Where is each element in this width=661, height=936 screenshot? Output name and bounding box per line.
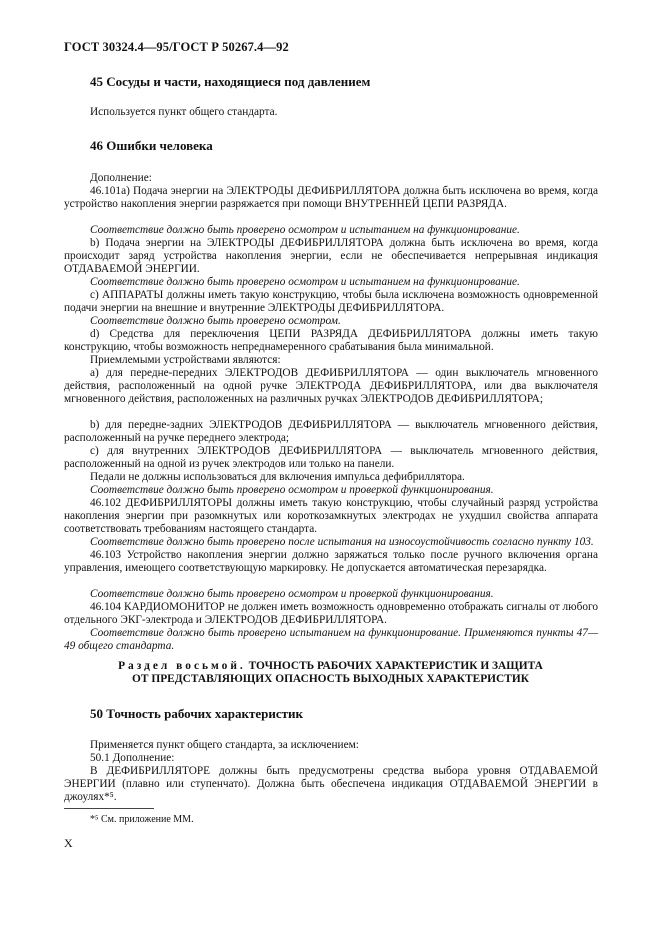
footnote: *⁵ См. приложение ММ. xyxy=(90,814,194,825)
paragraph: В ДЕФИБРИЛЛЯТОРЕ должны быть предусмотрены средства выбора уровня ОТДАВАЕМОЙ ЭНЕРГИИ (плавно или ступенчато). Должна быть обеспечена индикация ОТДАВАЕМОЙ ЭНЕРГИИ в джоулях*⁵. xyxy=(64,765,598,804)
compliance-note: Соответствие должно быть проверено после испытания на износоустойчивость согласно пункту 103. xyxy=(90,536,594,548)
compliance-note: Соответствие должно быть проверено испытанием на функционирование. Применяются пункты 47—49 общего стандарта. xyxy=(64,627,598,653)
paragraph: с) АППАРАТЫ должны иметь такую конструкцию, чтобы была исключена возможность одновременной подачи энергии на внешние и внутренние ЭЛЕКТРОДЫ ДЕФИБРИЛЛЯТОРА. xyxy=(64,289,598,315)
compliance-note: Соответствие должно быть проверено осмотром. xyxy=(90,315,341,327)
paragraph: 46.103 Устройство накопления энергии должно заряжаться только после ручного включения органа управления, имеющего соответствующую маркировку. Не допускается автоматическая перезарядка. xyxy=(64,549,598,575)
paragraph: 46.102 ДЕФИБРИЛЛЯТОРЫ должны иметь такую конструкцию, чтобы случайный разряд устройства накопления энергии при разомкнутых или короткозамкнутых электродах не ухудшил свойства аппарата соответствовать требованиям настоящего стандарта. xyxy=(64,497,598,536)
section-8-heading xyxy=(0,660,661,673)
paragraph: Дополнение: xyxy=(90,172,152,184)
compliance-note: Соответствие должно быть проверено осмотром и испытанием на функционирование. xyxy=(90,276,520,288)
section-8-title-line2: ОТ ПРЕДСТАВЛЯЮЩИХ ОПАСНОСТЬ ВЫХОДНЫХ ХАРАКТЕРИСТИК xyxy=(132,673,529,685)
page-number: X xyxy=(64,836,73,850)
paragraph: а) для передне-передних ЭЛЕКТРОДОВ ДЕФИБРИЛЛЯТОРА — один выключатель мгновенного действия, расположенный на одной ручке ЭЛЕКТРОДА ДЕФИБРИЛЛЯТОРА, или два выключателя мгновенного действия, расположенных на различных ручках ЭЛЕКТРОДОВ ДЕФИБРИЛЛЯТОРА; xyxy=(64,367,598,406)
compliance-note: Соответствие должно быть проверено осмотром и проверкой функционирования. xyxy=(90,588,494,600)
paragraph: с) для внутренних ЭЛЕКТРОДОВ ДЕФИБРИЛЛЯТОРА — выключатель мгновенного действия, расположенный на одной из ручек электродов или только на панели. xyxy=(64,445,598,471)
paragraph: Применяется пункт общего стандарта, за исключением: xyxy=(90,739,359,751)
paragraph: Приемлемыми устройствами являются: xyxy=(90,354,281,366)
compliance-note: Соответствие должно быть проверено осмотром и проверкой функционирования. xyxy=(90,484,494,496)
section-45-title: 45 Сосуды и части, находящиеся под давлением xyxy=(90,74,371,89)
document-header: ГОСТ 30324.4—95/ГОСТ Р 50267.4—92 xyxy=(64,40,289,54)
paragraph: b) Подача энергии на ЭЛЕКТРОДЫ ДЕФИБРИЛЛЯТОРА должна быть исключена во время, когда происходит заряд устройства накопления энергии, если не обеспечивается непрерывная индикация ОТДАВАЕМОЙ ЭНЕРГИИ. xyxy=(64,237,598,276)
paragraph: b) для передне-задних ЭЛЕКТРОДОВ ДЕФИБРИЛЛЯТОРА — выключатель мгновенного действия, расположенный на ручке переднего электрода; xyxy=(64,419,598,445)
paragraph: Педали не должны использоваться для включения импульса дефибриллятора. xyxy=(90,471,465,483)
paragraph: d) Средства для переключения ЦЕПИ РАЗРЯДА ДЕФИБРИЛЛЯТОРА должны иметь такую конструкцию, чтобы возможность непреднамеренного срабатывания была минимальной. xyxy=(64,328,598,354)
section-50-title: 50 Точность рабочих характеристик xyxy=(90,706,303,721)
section-45-text: Используется пункт общего стандарта. xyxy=(90,106,278,118)
section-8-title-line1: ТОЧНОСТЬ РАБОЧИХ ХАРАКТЕРИСТИК И ЗАЩИТА xyxy=(245,660,543,672)
paragraph: 46.101а) Подача энергии на ЭЛЕКТРОДЫ ДЕФИБРИЛЛЯТОРА должна быть исключена во время, когда устройство накопления энергии разряжается при помощи ВНУТРЕННЕЙ ЦЕПИ РАЗРЯДА. xyxy=(64,185,598,211)
footnote-divider xyxy=(64,808,154,809)
paragraph: 46.104 КАРДИОМОНИТОР не должен иметь возможность одновременно отображать сигналы от любого отдельного ЭКГ-электрода и ЭЛЕКТРОДОВ ДЕФИБРИЛЛЯТОРА. xyxy=(64,601,598,627)
compliance-note: Соответствие должно быть проверено осмотром и испытанием на функционирование. xyxy=(90,224,520,236)
section-8-prefix: Раздел восьмой. xyxy=(118,660,246,672)
section-46-title: 46 Ошибки человека xyxy=(90,138,213,153)
paragraph: 50.1 Дополнение: xyxy=(90,752,175,764)
